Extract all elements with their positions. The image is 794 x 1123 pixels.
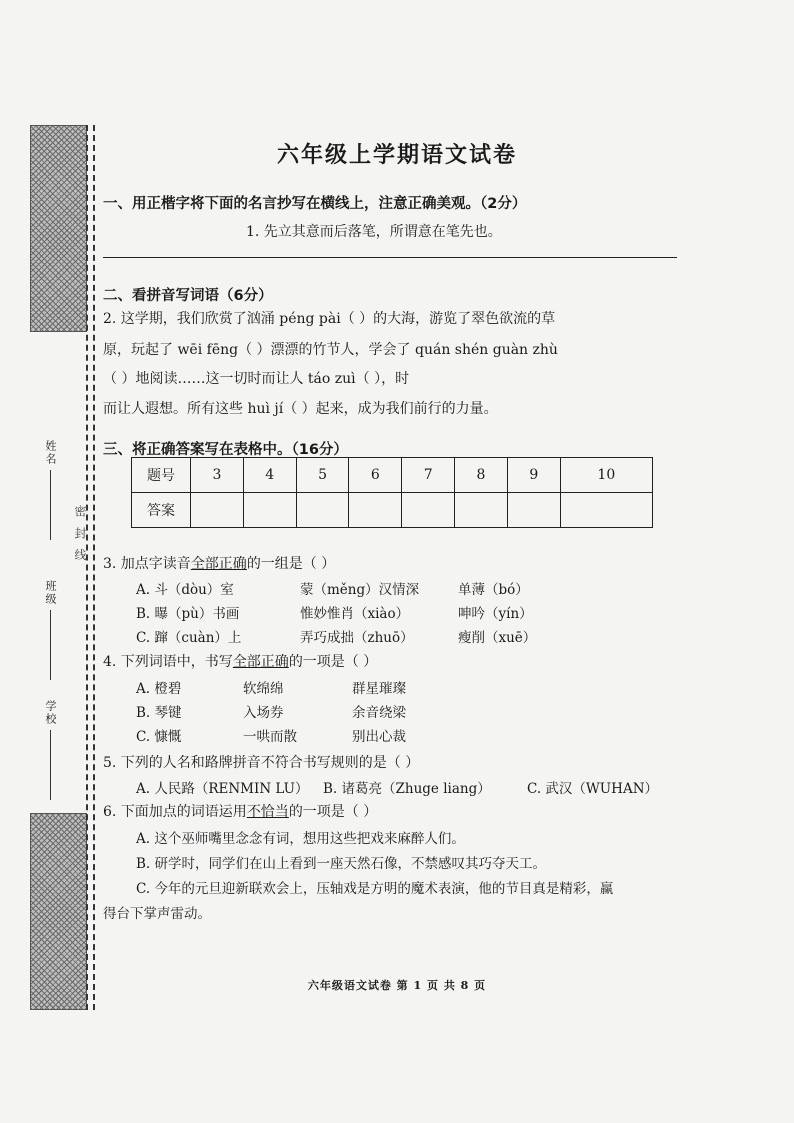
question-number-cell: 6 — [349, 458, 402, 493]
answer-cell[interactable] — [243, 493, 296, 528]
q4-option-b-1: B. 琴键 — [136, 705, 182, 721]
pinyin-line-3: （ ）地阅读……这一切时而让人 táo zuì（ ），时 — [103, 371, 410, 387]
q5-option-c: C. 武汉（WUHAN） — [527, 781, 659, 797]
q6-option-b: B. 研学时，同学们在山上看到一座天然石像，不禁感叹其巧夺天工。 — [136, 856, 547, 872]
name-label: 姓名 — [42, 440, 58, 540]
school-label: 学校 — [42, 700, 58, 800]
q5-option-b: B. 诸葛亮（Zhuge liang） — [323, 781, 491, 797]
answer-cell[interactable] — [296, 493, 349, 528]
q3-option-a-2: 蒙（měng）汉情深 — [300, 582, 420, 598]
answer-cell[interactable] — [191, 493, 244, 528]
answer-cell[interactable] — [560, 493, 652, 528]
table-header-cell: 题号 — [132, 458, 191, 493]
section1-quote: 1. 先立其意而后落笔，所谓意在笔先也。 — [246, 224, 502, 240]
answer-table — [131, 457, 653, 528]
copy-writing-line[interactable] — [103, 257, 677, 258]
q4-option-a-3: 群星璀璨 — [352, 681, 406, 697]
q3-option-c-1: C. 蹿（cuàn）上 — [136, 630, 242, 646]
question-number-cell: 9 — [507, 458, 560, 493]
q4-option-a-1: A. 橙碧 — [136, 681, 182, 697]
q3-option-b-2: 惟妙惟肖（xiào） — [300, 606, 410, 622]
q6-option-c-cont: 得台下掌声雷动。 — [103, 906, 211, 922]
section2-heading: 二、看拼音写词语（6分） — [103, 288, 273, 304]
question-number-cell: 5 — [296, 458, 349, 493]
pinyin-line-4: 而让人遐想。所有这些 huì jí（ ）起来，成为我们前行的力量。 — [103, 401, 498, 417]
question-number-cell: 10 — [560, 458, 652, 493]
q3-option-b-1: B. 曝（pù）书画 — [136, 606, 240, 622]
q3-option-c-3: 瘦削（xuē） — [458, 630, 537, 646]
binding-dash-line-inner — [93, 125, 95, 1010]
q4-option-c-2: 一哄而散 — [243, 729, 297, 745]
q4-option-c-1: C. 慷慨 — [136, 729, 182, 745]
pinyin-line-1: 2. 这学期，我们欣赏了汹涌 péng pài（ ）的大海，游览了翠色欲流的草 — [103, 311, 556, 327]
question-number-cell: 8 — [455, 458, 508, 493]
question-number-cell: 4 — [243, 458, 296, 493]
answer-cell[interactable] — [349, 493, 402, 528]
q4-option-c-3: 别出心裁 — [352, 729, 406, 745]
table-row — [132, 493, 653, 528]
binding-dash-line-outer — [86, 125, 88, 1010]
question-number-cell: 7 — [402, 458, 455, 493]
q4-option-b-3: 余音绕梁 — [352, 705, 406, 721]
q6-option-c: C. 今年的元旦迎新联欢会上，压轴戏是方明的魔术表演，他的节目真是精彩，赢 — [136, 881, 614, 897]
q6-option-a: A. 这个巫师嘴里念念有词，想用这些把戏来麻醉人们。 — [136, 831, 465, 847]
pinyin-line-2: 原，玩起了 wēi fēng（ ）漂漂的竹节人，学会了 quán shén guàn zhù — [103, 342, 558, 358]
answer-cell[interactable] — [455, 493, 508, 528]
q4-option-b-2: 入场券 — [243, 705, 284, 721]
page-footer: 六年级语文试卷 第 1 页 共 8 页 — [307, 979, 487, 992]
answer-cell[interactable] — [402, 493, 455, 528]
question-number-cell: 3 — [191, 458, 244, 493]
answer-cell[interactable] — [507, 493, 560, 528]
question-3-stem: 3. 加点字读音全部正确的一组是（ ） — [103, 556, 336, 572]
question-4-stem: 4. 下列词语中，书写全部正确的一项是（ ） — [103, 654, 378, 670]
question-5-stem: 5. 下列的人名和路牌拼音不符合书写规则的是（ ） — [103, 755, 420, 771]
q3-option-a-3: 单薄（bó） — [458, 582, 529, 598]
page-title: 六年级上学期语文试卷 — [276, 143, 517, 168]
seal-line-text: 密 封 线 — [73, 505, 87, 564]
q3-option-b-3: 呻吟（yín） — [458, 606, 533, 622]
section1-heading: 一、用正楷字将下面的名言抄写在横线上，注意正确美观。（2分） — [103, 196, 527, 212]
q3-option-c-2: 弄巧成拙（zhuō） — [300, 630, 414, 646]
q4-option-a-2: 软绵绵 — [243, 681, 284, 697]
table-row — [132, 458, 653, 493]
table-header-cell: 答案 — [132, 493, 191, 528]
q5-option-a: A. 人民路（RENMIN LU） — [136, 781, 309, 797]
class-label: 班级 — [42, 580, 58, 680]
question-6-stem: 6. 下面加点的词语运用不恰当的一项是（ ） — [103, 804, 378, 820]
section3-heading: 三、将正确答案写在表格中。（16分） — [103, 442, 348, 458]
q3-option-a-1: A. 斗（dòu）室 — [136, 582, 234, 598]
